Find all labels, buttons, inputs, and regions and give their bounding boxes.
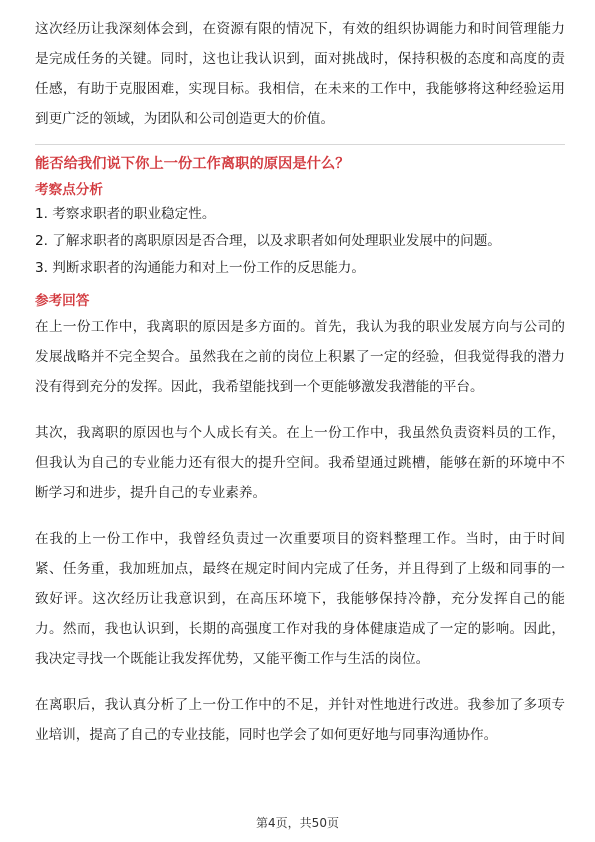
answer-paragraph: 在上一份工作中，我离职的原因是多方面的。首先，我认为我的职业发展方向与公司的发展战略并不完全契合。虽然我在之前的岗位上积累了一定的经验，但我觉得我的潜力没有得到充分的发挥。因此，我希望能找到一个更能够激发我潜能的平台。 — [35, 319, 565, 395]
answer-paragraph: 其次，我离职的原因也与个人成长有关。在上一份工作中，我虽然负责资料员的工作，但我认为自己的专业能力还有很大的提升空间。我希望通过跳槽，能够在新的环境中不断学习和进步，提升自己的专业素养。 — [35, 425, 565, 501]
analysis-points — [35, 201, 565, 282]
analysis-point: 2. 了解求职者的离职原因是否合理，以及求职者如何处理职业发展中的问题。 — [35, 233, 501, 249]
page-number: 第4页，共50页 — [256, 816, 339, 830]
document-page — [35, 14, 565, 750]
answer-paragraph: 在离职后，我认真分析了上一份工作中的不足，并针对性地进行改进。我参加了多项专业培训，提高了自己的专业技能，同时也学会了如何更好地与同事沟通协作。 — [35, 697, 565, 743]
intro-paragraph: 这次经历让我深刻体会到，在资源有限的情况下，有效的组织协调能力和时间管理能力是完成任务的关键。同时，这也让我认识到，面对挑战时，保持积极的态度和高度的责任感，有助于克服困难，实现目标。我相信，在未来的工作中，我能够将这种经验运用到更广泛的领域，为团队和公司创造更大的价值。 — [35, 21, 565, 127]
analysis-title: 考察点分析 — [35, 182, 103, 198]
answer-paragraph: 在我的上一份工作中，我曾经负责过一次重要项目的资料整理工作。当时，由于时间紧、任务重，我加班加点，最终在规定时间内完成了任务，并且得到了上级和同事的一致好评。这次经历让我意识到，在高压环境下，我能够保持冷静，充分发挥自己的能力。然而，我也认识到，长期的高强度工作对我的身体健康造成了一定的影响。因此，我决定寻找一个既能让我发挥优势，又能平衡工作与生活的岗位。 — [35, 531, 565, 667]
interview-question: 能否给我们说下你上一份工作离职的原因是什么？ — [35, 156, 350, 172]
section-divider — [35, 144, 565, 145]
answer-title: 参考回答 — [35, 293, 90, 309]
analysis-point: 1. 考察求职者的职业稳定性。 — [35, 206, 216, 222]
analysis-point: 3. 判断求职者的沟通能力和对上一份工作的反思能力。 — [35, 260, 365, 276]
